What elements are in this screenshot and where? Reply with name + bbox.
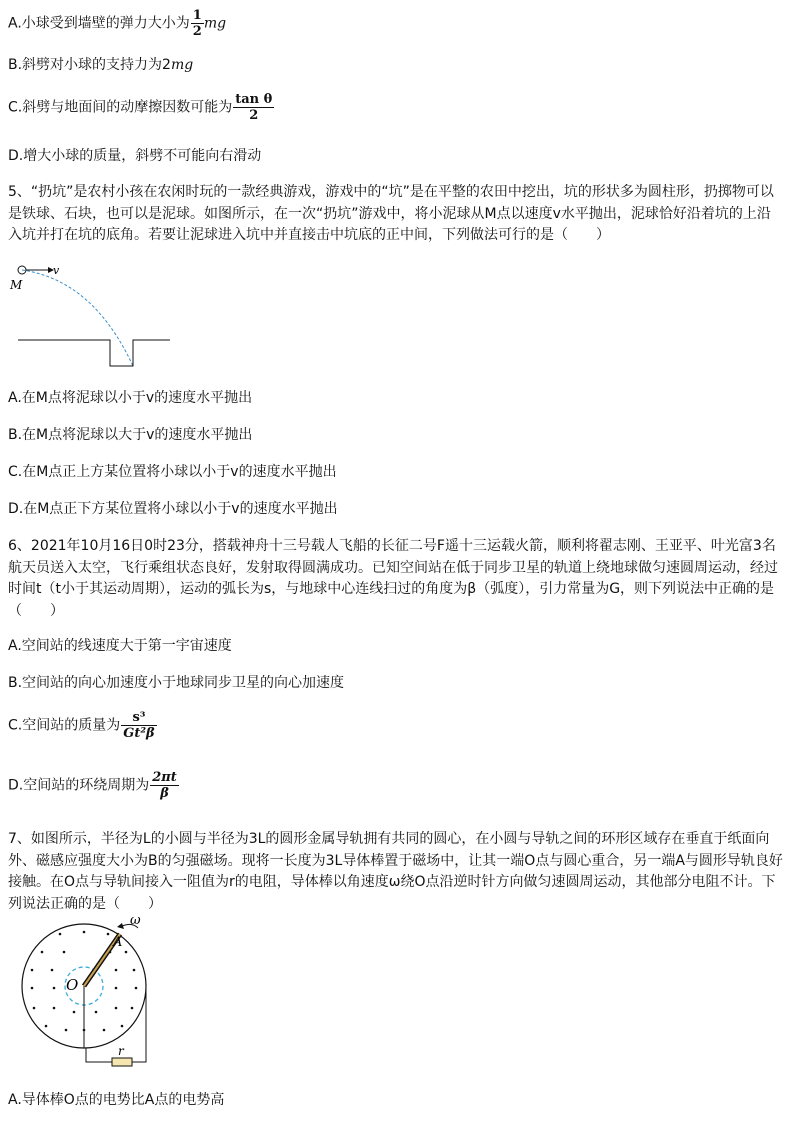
- trajectory-curve: [22, 270, 133, 366]
- q7-stem: [8, 829, 784, 915]
- fraction-numerator: s³: [132, 710, 146, 725]
- fraction-denominator: 2: [233, 107, 274, 123]
- q6-option-d-text: D.空间站的环绕周期为: [8, 777, 150, 794]
- fraction-denominator: β: [150, 785, 179, 801]
- q6-option-d-fraction: [150, 770, 179, 801]
- fraction-denominator: Gt²β: [123, 726, 155, 741]
- rotation-arrowhead-icon: [117, 923, 124, 929]
- q7-figure: [18, 912, 168, 1072]
- q4-option-c-fraction: [233, 92, 274, 123]
- fraction-numerator: 2πt: [152, 770, 177, 785]
- q4-option-b-text: B.斜劈对小球的支持力为2: [8, 57, 171, 73]
- q6-stem: [8, 536, 784, 622]
- fraction-numerator: tan θ: [235, 92, 273, 107]
- q5-option-c: C.在M点正上方某位置将小球以小于v的速度水平抛出: [8, 464, 337, 480]
- q5-option-b: B.在M点将泥球以大于v的速度水平抛出: [8, 427, 253, 443]
- resistor: [112, 1058, 132, 1066]
- q4-option-c: [8, 92, 274, 123]
- q6-option-c-fraction: [121, 710, 156, 741]
- q4-option-a-fraction: [191, 8, 204, 39]
- q5-stem-text: 5、“扔坑”是农村小孩在农闲时玩的一款经典游戏，游戏中的“坑”是在平整的农田中挖出，坑的形状多为圆柱形，扔掷物可以是铁球、石块，也可以是泥球。如图所示，在一次“扔坑”游戏中，将小泥球从M点以速度v水平抛出，泥球恰好沿着坑的上沿入坑并打在坑的底角。若要让泥球进入坑中并直接击中坑底的正中间，下列做法可行的是（ ）: [8, 184, 774, 243]
- wire-from-rail: [132, 986, 146, 1062]
- omega-label: ω: [130, 913, 141, 928]
- velocity-label: v: [53, 264, 60, 277]
- q4-option-c-text: C.斜劈与地面间的动摩擦因数可能为: [8, 99, 233, 116]
- q5-figure: [8, 262, 178, 372]
- fraction-numerator: 1: [192, 8, 202, 23]
- q4-option-b-tail: mg: [170, 57, 194, 73]
- q4-option-a-tail: mg: [203, 15, 227, 32]
- q4-option-a-text: A.小球受到墙壁的弹力大小为: [8, 15, 190, 32]
- q6-option-b: B.空间站的向心加速度小于地球同步卫星的向心加速度: [8, 675, 345, 691]
- q4-option-d: [8, 146, 261, 166]
- q7-option-a: A.导体棒O点的电势比A点的电势高: [8, 1092, 225, 1108]
- q4-option-a: [8, 8, 226, 39]
- point-m-label: M: [10, 278, 23, 292]
- resistor-label: r: [118, 1044, 124, 1058]
- q7-stem-text: 7、如图所示，半径为L的小圆与半径为3L的圆形金属导轨拥有共同的圆心，在小圆与导轨之间的环形区域存在垂直于纸面向外、磁感应强度大小为B的匀强磁场。现将一长度为3L导体棒置于磁场中，让其一端O点与圆心重合，另一端A与圆形导轨良好接触。在O点与导轨间接入一阻值为r的电阻，导体棒以角速度ω绕O点沿逆时针方向做匀速圆周运动，其他部分电阻不计。下列说法正确的是（ ）: [8, 831, 783, 912]
- q5-option-a: A.在M点将泥球以小于v的速度水平抛出: [8, 390, 253, 406]
- q6-option-c-text: C.空间站的质量为: [8, 717, 121, 734]
- point-o-label: O: [66, 976, 79, 994]
- q5-stem: [8, 182, 784, 247]
- q6-option-c: [8, 710, 157, 741]
- q4-option-b: [8, 55, 193, 75]
- wire-from-o: [84, 986, 116, 1062]
- q6-option-a: A.空间站的线速度大于第一宇宙速度: [8, 638, 232, 654]
- q6-stem-text: 6、2021年10月16日0时23分，搭载神舟十三号载人飞船的长征二号F遥十三运载火箭，顺利将翟志刚、王亚平、叶光富3名航天员送入太空，飞行乘组状态良好，发射取得圆满成功。已知空间站在低于同步卫星的轨道上绕地球做匀速圆周运动，经过时间t（t小于其运动周期），运动的弧长为s，与地球中心连线扫过的角度为β（弧度），引力常量为G，则下列说法中正确的是（ ）: [8, 538, 778, 619]
- fraction-denominator: 2: [192, 24, 202, 39]
- q5-option-d: D.在M点正下方某位置将小球以小于v的速度水平抛出: [8, 501, 338, 517]
- ground-with-pit: [18, 340, 170, 366]
- q6-option-d: [8, 770, 179, 801]
- q4-option-d-text: D.增大小球的质量，斜劈不可能向右滑动: [8, 148, 262, 164]
- point-a-label: A: [113, 935, 123, 950]
